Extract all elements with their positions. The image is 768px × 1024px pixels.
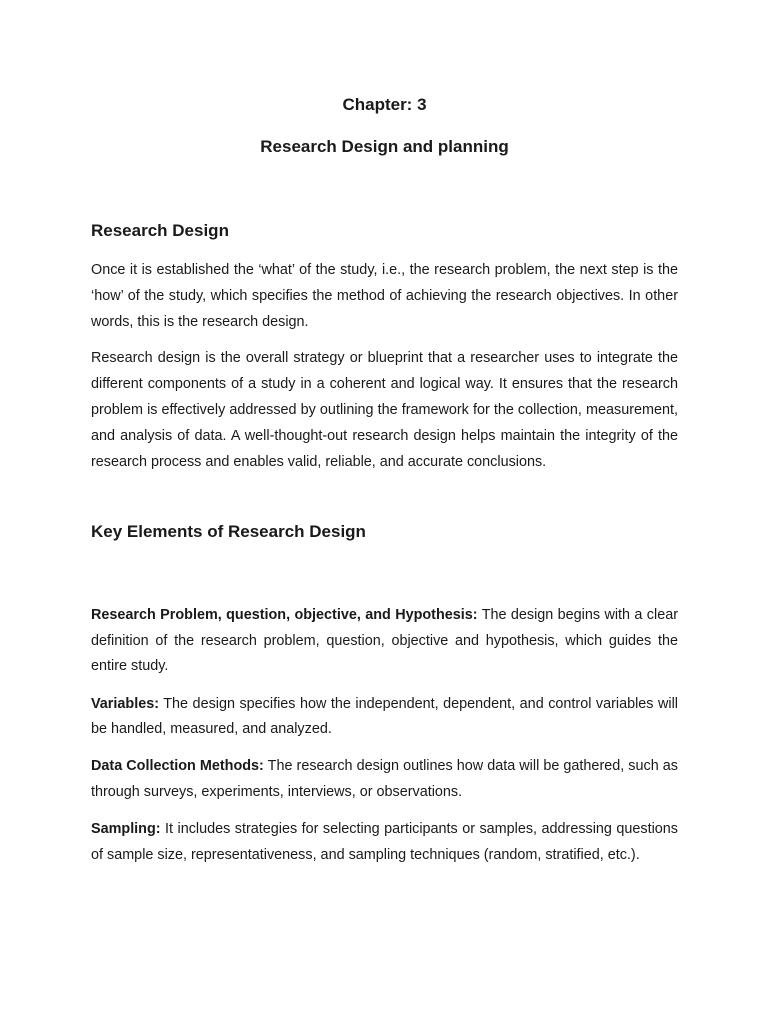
item-text: The design begins with a clear definition of the research problem, question, objective and hypothesis, which guides the entire study.	[91, 607, 679, 675]
item-text: The design specifies how the independent, dependent, and control variables will be handled, measured, and analyzed.	[91, 695, 678, 737]
item-text: The research design outlines how data will be gathered, such as through surveys, experiments, interviews, or observations.	[91, 758, 678, 800]
list-item-research-problem	[91, 603, 678, 679]
paragraph-research-design-intro: Once it is established the ‘what’ of the study, i.e., the research problem, the next step is the ‘how’ of the study, which specifies the method of achieving the research objectives. In other words, this is the research design.	[91, 262, 678, 330]
section-heading-key-elements: Key Elements of Research Design	[91, 522, 366, 542]
key-elements-list	[91, 603, 678, 868]
item-term: Variables:	[91, 695, 159, 712]
section-heading-research-design: Research Design	[91, 221, 229, 240]
paragraph-research-design-definition: Research design is the overall strategy or blueprint that a researcher uses to integrate the different components of a study in a coherent and logical way. It ensures that the research problem is effectively addressed by outlining the framework for the collection, measurement, and analysis of data. A well-thought-out research design helps maintain the integrity of the research process and enables valid, reliable, and accurate conclusions.	[91, 350, 678, 470]
item-text: It includes strategies for selecting participants or samples, addressing questions of sample size, representativeness, and sampling techniques (random, stratified, etc.).	[91, 821, 678, 863]
item-term: Sampling:	[91, 821, 161, 838]
chapter-label: Chapter: 3	[342, 95, 427, 114]
list-item-data-collection	[91, 754, 678, 805]
item-term: Data Collection Methods:	[91, 758, 264, 775]
item-term: Research Problem, question, objective, and Hypothesis:	[91, 607, 478, 624]
chapter-title: Research Design and planning	[260, 137, 509, 156]
list-item-variables	[91, 692, 678, 743]
list-item-sampling	[91, 817, 678, 868]
page-content	[91, 92, 678, 868]
